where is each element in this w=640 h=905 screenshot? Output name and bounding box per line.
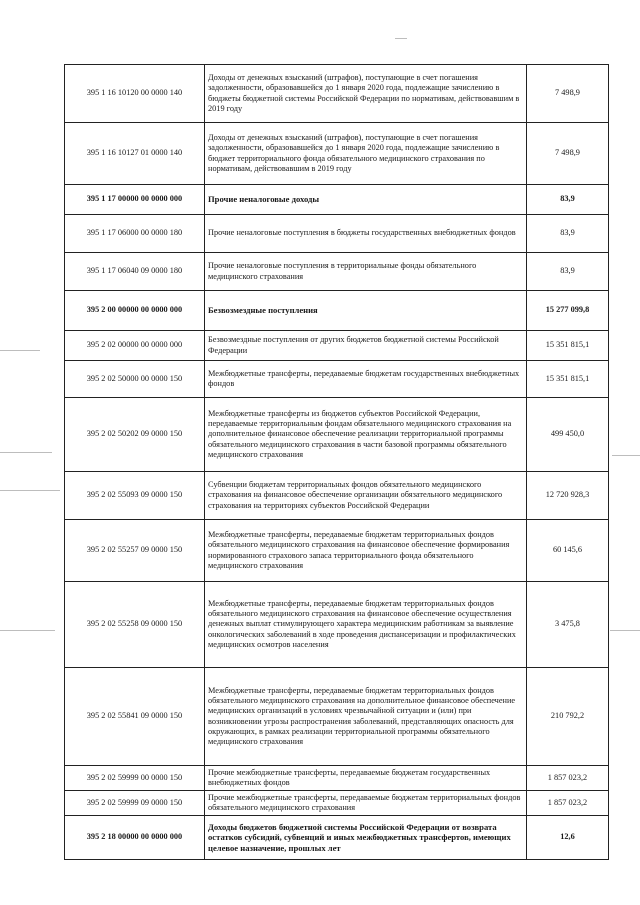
classification-code: 395 2 02 59999 09 0000 150 <box>65 791 205 816</box>
income-amount: 210 792,2 <box>527 668 609 766</box>
scan-artifact <box>0 350 40 351</box>
classification-code: 395 1 16 10127 01 0000 140 <box>65 123 205 185</box>
table-row <box>65 123 609 185</box>
income-description: Прочие межбюджетные трансферты, передаваемые бюджетам территориальных фондов обязательного медицинского страхования <box>205 791 527 816</box>
income-description: Прочие неналоговые доходы <box>205 185 527 215</box>
income-description: Прочие межбюджетные трансферты, передаваемые бюджетам государственных внебюджетных фондов <box>205 766 527 791</box>
table-row <box>65 816 609 860</box>
table-row <box>65 582 609 668</box>
income-amount: 83,9 <box>527 215 609 253</box>
income-description: Межбюджетные трансферты из бюджетов субъектов Российской Федерации, передаваемые территориальным фондам обязательного медицинского страхования на дополнительное финансовое обеспечение реализации территориальной программы обязательного медицинского страхования в части базовой программы обязательного медицинского страхования <box>205 398 527 472</box>
scan-artifact <box>610 630 640 631</box>
classification-code: 395 2 02 50202 09 0000 150 <box>65 398 205 472</box>
table-row <box>65 791 609 816</box>
income-amount: 7 498,9 <box>527 65 609 123</box>
table-row <box>65 331 609 361</box>
income-amount: 15 351 815,1 <box>527 331 609 361</box>
classification-code: 395 2 02 50000 00 0000 150 <box>65 361 205 398</box>
income-amount: 15 277 099,8 <box>527 291 609 331</box>
classification-code: 395 1 17 06000 00 0000 180 <box>65 215 205 253</box>
classification-code: 395 2 02 00000 00 0000 000 <box>65 331 205 361</box>
income-amount: 60 145,6 <box>527 520 609 582</box>
income-description: Прочие неналоговые поступления в территориальные фонды обязательного медицинского страхования <box>205 253 527 291</box>
income-amount: 1 857 023,2 <box>527 766 609 791</box>
income-description: Межбюджетные трансферты, передаваемые бюджетам территориальных фондов обязательного медицинского страхования на финансовое обеспечение осуществления денежных выплат стимулирующего характера медицинским работникам за выявление онкологических заболеваний в ходе проведения диспансеризации и профилактических медицинских осмотров населения <box>205 582 527 668</box>
classification-code: 395 2 00 00000 00 0000 000 <box>65 291 205 331</box>
income-description: Доходы бюджетов бюджетной системы Российской Федерации от возврата остатков субсидий, субвенций и иных межбюджетных трансфертов, имеющих целевое назначение, прошлых лет <box>205 816 527 860</box>
table-row <box>65 185 609 215</box>
scan-artifact <box>0 630 55 631</box>
table-row <box>65 398 609 472</box>
income-description: Межбюджетные трансферты, передаваемые бюджетам территориальных фондов обязательного медицинского страхования на финансовое обеспечение формирования нормированного страхового запаса территориального фонда обязательного медицинского страхования <box>205 520 527 582</box>
income-description: Безвозмездные поступления <box>205 291 527 331</box>
income-amount: 83,9 <box>527 185 609 215</box>
table-row <box>65 472 609 520</box>
table-row <box>65 668 609 766</box>
income-description: Прочие неналоговые поступления в бюджеты государственных внебюджетных фондов <box>205 215 527 253</box>
classification-code: 395 2 18 00000 00 0000 000 <box>65 816 205 860</box>
classification-code: 395 1 17 00000 00 0000 000 <box>65 185 205 215</box>
table-row <box>65 520 609 582</box>
classification-code: 395 2 02 55093 09 0000 150 <box>65 472 205 520</box>
income-amount: 3 475,8 <box>527 582 609 668</box>
classification-code: 395 2 02 55257 09 0000 150 <box>65 520 205 582</box>
table-row <box>65 65 609 123</box>
table-row <box>65 215 609 253</box>
income-amount: 15 351 815,1 <box>527 361 609 398</box>
income-description: Доходы от денежных взысканий (штрафов), поступающие в счет погашения задолженности, образовавшейся до 1 января 2020 года, подлежащие зачислению в бюджет территориального фонда обязательного медицинского страхования по нормативам, действовавшим в 2019 году <box>205 123 527 185</box>
income-amount: 1 857 023,2 <box>527 791 609 816</box>
income-description: Межбюджетные трансферты, передаваемые бюджетам территориальных фондов обязательного медицинского страхования на дополнительное финансовое обеспечение медицинских организаций в условиях чрезвычайной ситуации и (или) при возникновении угрозы распространения заболеваний, представляющих опасность для окружающих, в рамках реализации территориальной программы обязательного медицинского страхования <box>205 668 527 766</box>
income-description: Безвозмездные поступления от других бюджетов бюджетной системы Российской Федерации <box>205 331 527 361</box>
scan-artifact <box>612 455 640 456</box>
income-description: Доходы от денежных взысканий (штрафов), поступающие в счет погашения задолженности, образовавшейся до 1 января 2020 года, подлежащие зачислению в бюджеты бюджетной системы Российской Федерации по нормативам, действовавшим в 2019 году <box>205 65 527 123</box>
income-amount: 7 498,9 <box>527 123 609 185</box>
classification-code: 395 2 02 55258 09 0000 150 <box>65 582 205 668</box>
income-amount: 12 720 928,3 <box>527 472 609 520</box>
scan-artifact <box>0 490 60 491</box>
income-amount: 83,9 <box>527 253 609 291</box>
scan-artifact <box>395 38 407 39</box>
income-description: Межбюджетные трансферты, передаваемые бюджетам государственных внебюджетных фондов <box>205 361 527 398</box>
income-description: Субвенции бюджетам территориальных фондов обязательного медицинского страхования на финансовое обеспечение организации обязательного медицинского страхования на территориях субъектов Российской Федерации <box>205 472 527 520</box>
table-row <box>65 361 609 398</box>
classification-code: 395 2 02 55841 09 0000 150 <box>65 668 205 766</box>
table-row <box>65 253 609 291</box>
table-row <box>65 291 609 331</box>
income-amount: 499 450,0 <box>527 398 609 472</box>
revenue-table <box>64 64 609 860</box>
classification-code: 395 1 16 10120 00 0000 140 <box>65 65 205 123</box>
classification-code: 395 1 17 06040 09 0000 180 <box>65 253 205 291</box>
classification-code: 395 2 02 59999 00 0000 150 <box>65 766 205 791</box>
income-amount: 12,6 <box>527 816 609 860</box>
scan-artifact <box>0 452 52 453</box>
table-row <box>65 766 609 791</box>
